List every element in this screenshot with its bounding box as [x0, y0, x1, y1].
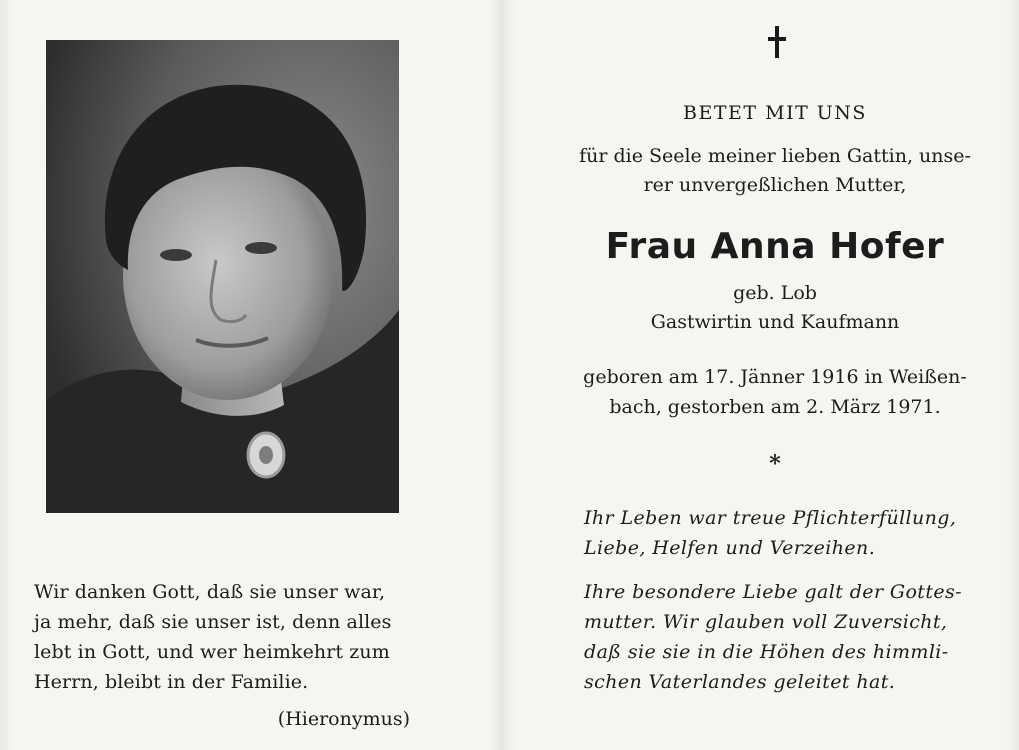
life-dates-line: geboren am 17. Jänner 1916 in Weißen-: [583, 366, 967, 388]
quote-line: ja mehr, daß sie unser ist, denn alles: [34, 611, 392, 633]
quote-line: Wir danken Gott, daß sie unser war,: [34, 581, 386, 603]
life-dates-line: bach, gestorben am 2. März 1971.: [609, 396, 941, 418]
portrait-image: [46, 40, 399, 513]
verse-block: [584, 577, 974, 697]
occupation: Gastwirtin und Kaufmann: [650, 311, 900, 333]
verse-line: Liebe, Helfen und Verzeihen.: [584, 537, 876, 559]
deceased-name: Frau Anna Hofer: [605, 226, 945, 267]
card-edge-left: [0, 0, 14, 750]
verse-line: Ihr Leben war treue Pflichterfüllung,: [584, 507, 957, 529]
asterisk-divider: *: [769, 451, 781, 477]
verse-line: daß sie sie in die Höhen des himmli-: [584, 641, 949, 663]
verse-line: schen Vaterlandes geleitet hat.: [584, 671, 896, 693]
verse-block: [584, 503, 974, 563]
quote-author: (Hieronymus): [277, 708, 410, 730]
quote-text: [34, 577, 414, 697]
verse-line: mutter. Wir glauben voll Zuversicht,: [584, 611, 948, 633]
verse-line: Ihre besondere Liebe galt der Gottes-: [584, 581, 962, 603]
portrait-photo: [46, 40, 399, 513]
card-fold: [488, 0, 516, 750]
quote-line: lebt in Gott, und wer heimkehrt zum: [34, 641, 390, 663]
prayer-line: für die Seele meiner lieben Gattin, unse-: [579, 145, 971, 167]
prayer-line: rer unvergeßlichen Mutter,: [643, 174, 907, 196]
maiden-name: geb. Lob: [733, 282, 817, 304]
cross-icon: [768, 26, 786, 60]
quote-line: Herrn, bleibt in der Familie.: [34, 671, 309, 693]
prayer-heading: BETET MIT UNS: [683, 102, 867, 124]
